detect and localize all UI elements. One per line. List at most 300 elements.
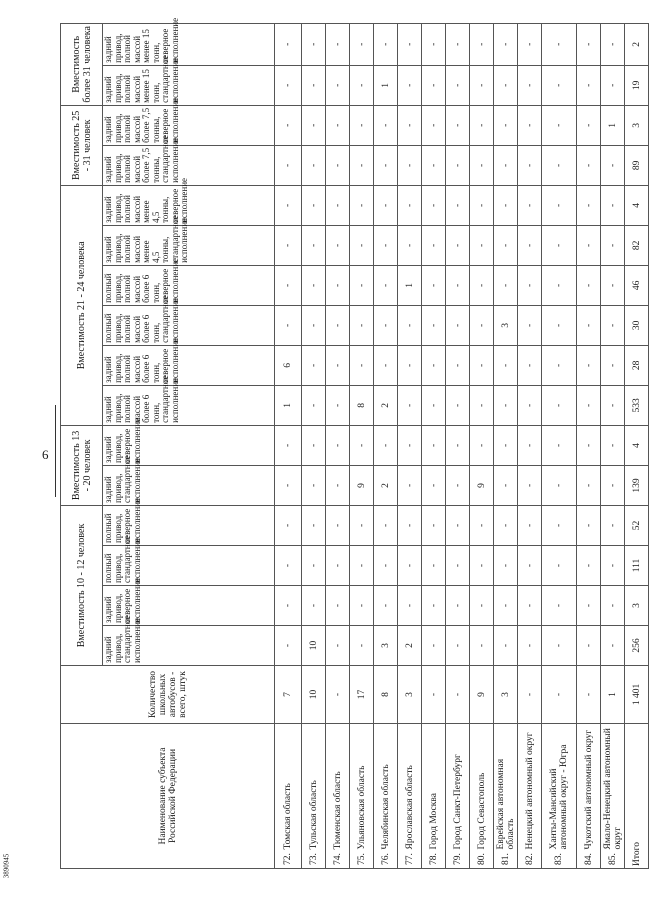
row-cell: - (374, 265, 398, 305)
header-sub: полный привод, полной массой более 6 тонн, северное исполнение (103, 265, 275, 305)
row-cell: - (494, 105, 518, 145)
row-cell: - (422, 545, 446, 585)
row-cell: - (542, 585, 577, 625)
row-cell: - (518, 225, 542, 265)
row-cell: - (446, 625, 470, 665)
row-cell: - (494, 585, 518, 625)
row-cell: - (601, 185, 625, 225)
header-sub: задний привод, стандартное исполнение (103, 625, 275, 665)
signature-line (55, 405, 56, 497)
row-cell: - (518, 585, 542, 625)
row-cell: - (518, 625, 542, 665)
table-row (374, 23, 398, 868)
row-cell: - (374, 23, 398, 65)
row-name: Тульская область (302, 723, 326, 851)
row-cell: - (275, 145, 302, 185)
row-cell: - (446, 265, 470, 305)
row-cell: - (275, 465, 302, 505)
row-cell: 139 (625, 465, 649, 505)
row-cell: - (518, 265, 542, 305)
row-cell: - (350, 65, 374, 105)
row-cell: - (422, 145, 446, 185)
row-cell: - (350, 265, 374, 305)
row-cell: - (302, 105, 326, 145)
row-cell: 1 (374, 65, 398, 105)
row-cell: - (374, 105, 398, 145)
row-cell: - (542, 145, 577, 185)
row-cell: - (470, 625, 494, 665)
row-cell: - (470, 23, 494, 65)
row-cell: - (577, 105, 601, 145)
row-cell: - (577, 385, 601, 425)
row-cell: 46 (625, 265, 649, 305)
row-cell: 52 (625, 505, 649, 545)
header-sub: задний привод, полной массой менее 4,5 тонны, северное исполнение (103, 185, 275, 225)
row-cell: - (374, 585, 398, 625)
row-cell: - (601, 625, 625, 665)
row-cell: - (326, 505, 350, 545)
row-cell: - (350, 105, 374, 145)
row-cell: - (326, 305, 350, 345)
table-row (398, 23, 422, 868)
table-row (542, 23, 577, 868)
row-cell: 9 (350, 465, 374, 505)
row-cell: - (302, 505, 326, 545)
row-number: 81. (494, 852, 518, 869)
row-cell: - (302, 145, 326, 185)
row-cell: - (446, 23, 470, 65)
header-group-25-31: Вместимость 25 - 31 человек (61, 105, 103, 185)
row-cell: - (350, 145, 374, 185)
table-row (446, 23, 470, 868)
row-cell: - (601, 225, 625, 265)
row-cell: 256 (625, 625, 649, 665)
row-cell: - (470, 585, 494, 625)
row-cell: - (326, 265, 350, 305)
row-cell: - (470, 425, 494, 465)
row-cell: - (494, 545, 518, 585)
row-cell: - (302, 185, 326, 225)
row-cell: - (398, 225, 422, 265)
row-cell: - (470, 545, 494, 585)
row-cell: - (350, 425, 374, 465)
row-cell: 28 (625, 345, 649, 385)
row-cell: - (518, 105, 542, 145)
row-number: 76. (374, 852, 398, 869)
row-total: 3 (398, 665, 422, 723)
row-cell: 2 (374, 385, 398, 425)
row-cell: - (542, 185, 577, 225)
row-name: Итого (625, 723, 649, 868)
row-cell: - (601, 465, 625, 505)
row-cell: - (470, 305, 494, 345)
row-cell: 3 (494, 305, 518, 345)
row-cell: - (374, 425, 398, 465)
row-number: 75. (350, 852, 374, 869)
row-cell: - (422, 425, 446, 465)
table-row (494, 23, 518, 868)
row-cell: - (601, 505, 625, 545)
row-cell: - (398, 545, 422, 585)
row-cell: - (350, 185, 374, 225)
table-row (577, 23, 601, 868)
header-sub: полный привод, полной массой более 6 тонн, стандартное исполнение (103, 305, 275, 345)
row-cell: - (577, 345, 601, 385)
row-cell: - (422, 23, 446, 65)
row-cell: - (446, 305, 470, 345)
row-cell: - (326, 185, 350, 225)
row-cell: - (518, 425, 542, 465)
row-total: 17 (350, 665, 374, 723)
row-cell: - (470, 145, 494, 185)
row-cell: - (446, 105, 470, 145)
row-cell: - (398, 425, 422, 465)
row-number: 73. (302, 852, 326, 869)
row-cell: - (446, 225, 470, 265)
row-cell: - (326, 225, 350, 265)
row-cell: - (518, 23, 542, 65)
row-cell: - (518, 305, 542, 345)
header-sub: задний привод, стандартное исполнение (103, 465, 275, 505)
row-cell: - (422, 65, 446, 105)
row-number: 80. (470, 852, 494, 869)
row-cell: - (518, 545, 542, 585)
row-cell: - (422, 465, 446, 505)
table-row (302, 23, 326, 868)
table-row (625, 23, 649, 868)
row-cell: - (374, 185, 398, 225)
row-cell: - (542, 23, 577, 65)
row-cell: - (326, 585, 350, 625)
row-cell: - (350, 305, 374, 345)
header-sub: задний привод, полной массой более 7,5 тонны, северное исполнение (103, 105, 275, 145)
row-cell: - (302, 305, 326, 345)
row-cell: - (275, 425, 302, 465)
row-name: Чукотский автономный округ (577, 723, 601, 851)
row-name: Челябинская область (374, 723, 398, 851)
row-cell: - (275, 265, 302, 305)
row-cell: - (518, 145, 542, 185)
row-cell: 1 (601, 105, 625, 145)
row-cell: - (422, 265, 446, 305)
row-cell: - (577, 625, 601, 665)
row-cell: - (470, 385, 494, 425)
header-sub: задний привод, полной массой менее 15 тонн, стандартное исполнение (103, 65, 275, 105)
row-cell: - (422, 185, 446, 225)
row-cell: - (601, 585, 625, 625)
table-row (518, 23, 542, 868)
table-row (422, 23, 446, 868)
row-cell: - (494, 345, 518, 385)
row-name: Ярославская область (398, 723, 422, 851)
row-cell: - (422, 625, 446, 665)
row-cell: - (601, 145, 625, 185)
header-sub: полный привод, северное исполнение (103, 505, 275, 545)
row-cell: - (350, 225, 374, 265)
row-cell: - (326, 345, 350, 385)
row-cell: - (275, 585, 302, 625)
row-number: 74. (326, 852, 350, 869)
row-cell: - (470, 265, 494, 305)
row-total: - (326, 665, 350, 723)
header-region-name: Наименование субъекта Российской Федерации (61, 723, 275, 868)
row-cell: - (577, 585, 601, 625)
row-total: 8 (374, 665, 398, 723)
row-cell: - (422, 345, 446, 385)
row-cell: 3 (374, 625, 398, 665)
row-cell: - (446, 585, 470, 625)
row-cell: - (542, 465, 577, 505)
row-cell: - (302, 545, 326, 585)
row-total: 1 (601, 665, 625, 723)
header-sub: задний привод, полной массой менее 4,5 тонны, стандартное исполнение (103, 225, 275, 265)
header-group-10-12: Вместимость 10 - 12 человек (61, 505, 103, 665)
row-cell: - (326, 465, 350, 505)
header-sub: задний привод, полной массой менее 15 тонн, северное исполнение (103, 23, 275, 65)
row-cell: - (542, 105, 577, 145)
row-cell: - (422, 225, 446, 265)
row-name: Город Санкт-Петербург (446, 723, 470, 851)
row-total: - (422, 665, 446, 723)
row-name: Томская область (275, 723, 302, 851)
row-name: Ямало-Ненецкий автономный округ (601, 723, 625, 851)
row-cell: - (398, 145, 422, 185)
row-cell: - (446, 385, 470, 425)
table-row (275, 23, 302, 868)
table-body (275, 23, 649, 868)
row-cell: - (601, 265, 625, 305)
row-name: Город Севастополь (470, 723, 494, 851)
row-cell: - (275, 625, 302, 665)
row-cell: - (275, 505, 302, 545)
row-cell: - (302, 345, 326, 385)
row-cell: - (470, 225, 494, 265)
table-row (350, 23, 374, 868)
document-id: 3890945 (2, 853, 11, 879)
row-cell: - (350, 23, 374, 65)
row-cell: - (542, 225, 577, 265)
row-cell: - (542, 545, 577, 585)
row-cell: - (494, 23, 518, 65)
row-cell: 533 (625, 385, 649, 425)
row-cell: - (577, 23, 601, 65)
header-total: Количество школьных автобусов - всего, штук (61, 665, 275, 723)
row-total: - (577, 665, 601, 723)
row-cell: - (398, 65, 422, 105)
row-cell: - (275, 65, 302, 105)
row-cell: - (601, 345, 625, 385)
row-cell: 6 (275, 345, 302, 385)
row-cell: - (601, 545, 625, 585)
row-cell: - (326, 105, 350, 145)
row-name: Еврейская автономная область (494, 723, 518, 851)
row-cell: - (494, 185, 518, 225)
row-cell: 8 (350, 385, 374, 425)
row-cell: - (398, 465, 422, 505)
row-cell: - (302, 265, 326, 305)
row-cell: - (470, 345, 494, 385)
row-cell: - (275, 545, 302, 585)
row-cell: - (577, 145, 601, 185)
row-number: 77. (398, 852, 422, 869)
row-name: Тюменская область (326, 723, 350, 851)
row-total: 9 (470, 665, 494, 723)
row-cell: - (494, 265, 518, 305)
row-cell: - (302, 465, 326, 505)
row-number: 72. (275, 852, 302, 869)
row-cell: - (446, 345, 470, 385)
row-cell: 3 (625, 105, 649, 145)
row-cell: - (350, 585, 374, 625)
row-cell: - (326, 23, 350, 65)
row-cell: - (446, 465, 470, 505)
row-cell: - (542, 305, 577, 345)
row-cell: - (446, 505, 470, 545)
row-cell: 1 (398, 265, 422, 305)
row-cell: - (542, 425, 577, 465)
row-cell: - (470, 185, 494, 225)
row-cell: - (518, 505, 542, 545)
row-cell: 4 (625, 425, 649, 465)
row-cell: - (374, 545, 398, 585)
header-sub: задний привод, северное исполнение (103, 425, 275, 465)
row-cell: - (518, 185, 542, 225)
row-cell: - (601, 23, 625, 65)
row-name: Ульяновская область (350, 723, 374, 851)
row-cell: 4 (625, 185, 649, 225)
row-cell: - (446, 65, 470, 105)
row-cell: - (518, 465, 542, 505)
row-cell: - (374, 305, 398, 345)
row-cell: - (518, 345, 542, 385)
row-cell: - (275, 185, 302, 225)
row-number: 78. (422, 852, 446, 869)
header-group-over-31: Вместимость более 31 человека (61, 23, 103, 105)
row-cell: - (542, 505, 577, 545)
row-cell: - (518, 385, 542, 425)
row-cell: 19 (625, 65, 649, 105)
row-total: 7 (275, 665, 302, 723)
row-cell: - (422, 305, 446, 345)
row-cell: - (398, 505, 422, 545)
row-total: - (446, 665, 470, 723)
row-cell: - (542, 385, 577, 425)
row-number: 79. (446, 852, 470, 869)
row-cell: - (542, 265, 577, 305)
row-cell: - (577, 225, 601, 265)
row-number: 83. (542, 852, 577, 869)
header-sub: полный привод, стандартное исполнение (103, 545, 275, 585)
row-cell: - (374, 145, 398, 185)
row-cell: - (577, 185, 601, 225)
row-cell: - (398, 385, 422, 425)
page-number: 6 (42, 447, 49, 462)
row-cell: - (601, 385, 625, 425)
row-cell: - (275, 23, 302, 65)
header-sub: задний привод, полной массой более 6 тонн, северное исполнение (103, 345, 275, 385)
row-cell: - (302, 425, 326, 465)
header-sub: задний привод, полной массой более 6 тонн, стандартное исполнение (103, 385, 275, 425)
row-cell: 9 (470, 465, 494, 505)
row-cell: - (326, 65, 350, 105)
row-cell: - (350, 345, 374, 385)
row-cell: - (577, 305, 601, 345)
rotated-table-container (60, 17, 642, 869)
row-total: - (518, 665, 542, 723)
row-cell: - (422, 105, 446, 145)
row-cell: - (542, 65, 577, 105)
row-cell: - (494, 225, 518, 265)
row-cell: 10 (302, 625, 326, 665)
row-cell: - (601, 305, 625, 345)
row-cell: 111 (625, 545, 649, 585)
row-cell: - (577, 545, 601, 585)
table-row (326, 23, 350, 868)
row-total: 10 (302, 665, 326, 723)
row-cell: - (494, 425, 518, 465)
row-cell: - (275, 305, 302, 345)
row-cell: - (326, 625, 350, 665)
row-cell: - (577, 465, 601, 505)
row-cell: - (422, 585, 446, 625)
row-cell: - (398, 585, 422, 625)
row-cell: - (470, 65, 494, 105)
row-cell: - (398, 185, 422, 225)
row-cell: - (601, 425, 625, 465)
header-group-21-24: Вместимость 21 - 24 человека (61, 185, 103, 425)
row-cell: - (275, 105, 302, 145)
row-cell: - (398, 345, 422, 385)
row-cell: 2 (625, 23, 649, 65)
header-sub: задний привод, полной массой более 7,5 тонны, стандартное исполнение (103, 145, 275, 185)
row-cell: - (470, 105, 494, 145)
row-cell: - (374, 345, 398, 385)
row-cell: - (601, 65, 625, 105)
row-cell: - (374, 505, 398, 545)
row-total: - (542, 665, 577, 723)
row-cell: - (494, 625, 518, 665)
row-cell: - (422, 385, 446, 425)
school-buses-table (60, 17, 649, 869)
row-cell: - (302, 23, 326, 65)
row-cell: - (326, 145, 350, 185)
row-cell: - (422, 505, 446, 545)
row-number: 84. (577, 852, 601, 869)
row-cell: - (446, 425, 470, 465)
row-name: Ханты-Мансийский автономный округ - Югра (542, 723, 577, 851)
row-cell: - (446, 145, 470, 185)
row-cell: - (302, 585, 326, 625)
row-cell: - (494, 505, 518, 545)
row-cell: - (518, 65, 542, 105)
row-cell: - (494, 465, 518, 505)
row-cell: 2 (374, 465, 398, 505)
row-cell: - (302, 385, 326, 425)
row-cell: - (326, 385, 350, 425)
row-cell: - (577, 265, 601, 305)
row-cell: - (398, 23, 422, 65)
row-name: Город Москва (422, 723, 446, 851)
row-cell: - (470, 505, 494, 545)
row-cell: - (494, 65, 518, 105)
header-row-groups (61, 23, 103, 868)
row-cell: - (326, 545, 350, 585)
row-cell: - (542, 625, 577, 665)
row-total: 3 (494, 665, 518, 723)
row-cell: 89 (625, 145, 649, 185)
row-cell: - (494, 385, 518, 425)
row-cell: - (350, 545, 374, 585)
